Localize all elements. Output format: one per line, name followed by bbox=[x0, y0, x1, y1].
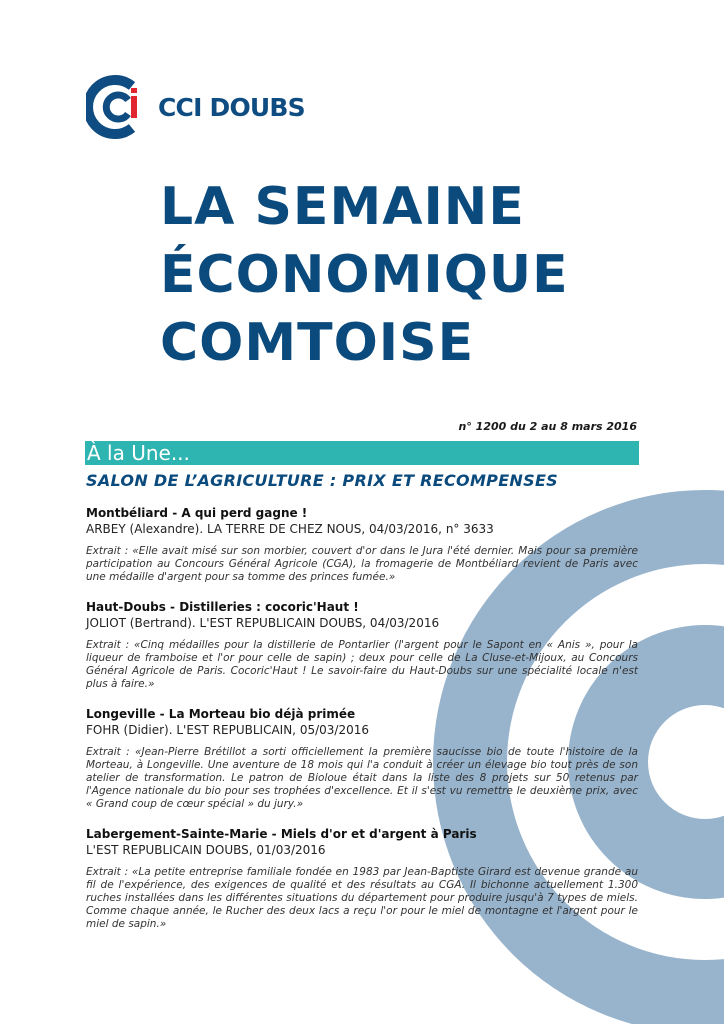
cci-doubs-logo bbox=[86, 74, 305, 140]
article bbox=[86, 506, 638, 584]
article bbox=[86, 707, 638, 811]
title-line-3: COMTOISE bbox=[160, 313, 475, 373]
article-headline[interactable]: Longeville - La Morteau bio déjà primée bbox=[86, 707, 356, 721]
article bbox=[86, 827, 638, 931]
main-content bbox=[86, 471, 638, 947]
page-title bbox=[160, 173, 569, 377]
article-headline[interactable]: Labergement-Sainte-Marie - Miels d'or et d'argent à Paris bbox=[86, 827, 477, 841]
cci-logo-icon bbox=[86, 74, 148, 140]
article-headline[interactable]: Montbéliard - A qui perd gagne ! bbox=[86, 506, 308, 520]
article-extract: Extrait : «La petite entreprise familiale fondée en 1983 par Jean-Baptiste Girard est devenue grande au fil de l'expérience, des exigences de qualité et des résultats au CGA. Il bichonne actuellement 1.300 ruches installées dans les différentes situations du département pour produire jusqu'à 7 types de miels. Comme chaque année, le Rucher des deux lacs a reçu l'or pour le miel de montagne et l'argent pour le miel de sapin.» bbox=[86, 866, 638, 930]
issue-number: n° 1200 du 2 au 8 mars 2016 bbox=[458, 420, 637, 433]
article-headline[interactable]: Haut-Doubs - Distilleries : cocoric'Haut ! bbox=[86, 600, 359, 614]
article-source: JOLIOT (Bertrand). L'EST REPUBLICAIN DOUBS, 04/03/2016 bbox=[86, 616, 440, 630]
title-line-2: ÉCONOMIQUE bbox=[160, 245, 569, 305]
article-extract: Extrait : «Cinq médailles pour la distillerie de Pontarlier (l'argent pour le Sapont en « Anis », pour la liqueur de framboise et l'or pour celle de sapin) ; deux pour celle de La Cluse-et-Mijoux, au Concours Général Agricole de Paris. Cocoric'Haut ! Le savoir-faire du Haut-Doubs sur une spécialité locale n'est plus à faire.» bbox=[86, 639, 638, 690]
logo-text: CCI DOUBS bbox=[158, 92, 305, 122]
article-extract: Extrait : «Elle avait misé sur son morbier, couvert d'or dans le Jura l'été dernier. Mais pour sa première participation au Concours Général Agricole (CGA), la fromagerie de Montbéliard revient de Paris avec une médaille d'argent pour sa tomme des princes fumée.» bbox=[86, 545, 638, 583]
title-line-1: LA SEMAINE bbox=[160, 177, 525, 237]
article-source: L'EST REPUBLICAIN DOUBS, 01/03/2016 bbox=[86, 843, 326, 857]
section-title: SALON DE L’AGRICULTURE : PRIX ET RECOMPENSES bbox=[86, 471, 558, 490]
article-source: ARBEY (Alexandre). LA TERRE DE CHEZ NOUS, 04/03/2016, n° 3633 bbox=[86, 522, 494, 536]
a-la-une-banner: À la Une... bbox=[85, 441, 639, 465]
article bbox=[86, 600, 638, 691]
article-source: FOHR (Didier). L'EST REPUBLICAIN, 05/03/2016 bbox=[86, 723, 369, 737]
article-extract: Extrait : «Jean-Pierre Brétillot a sorti officiellement la première saucisse bio de toute l'histoire de la Morteau, à Longeville. Une aventure de 18 mois qui l'a conduit à créer un élevage bio tout près de son atelier de transformation. Le patron de Bioloue était dans la liste des 8 projets sur 50 retenus par l'Agence nationale du bio pour ses trophées d'excellence. Et il s'est vu remettre le deuxième prix, avec « Grand coup de cœur spécial » du jury.» bbox=[86, 746, 638, 810]
